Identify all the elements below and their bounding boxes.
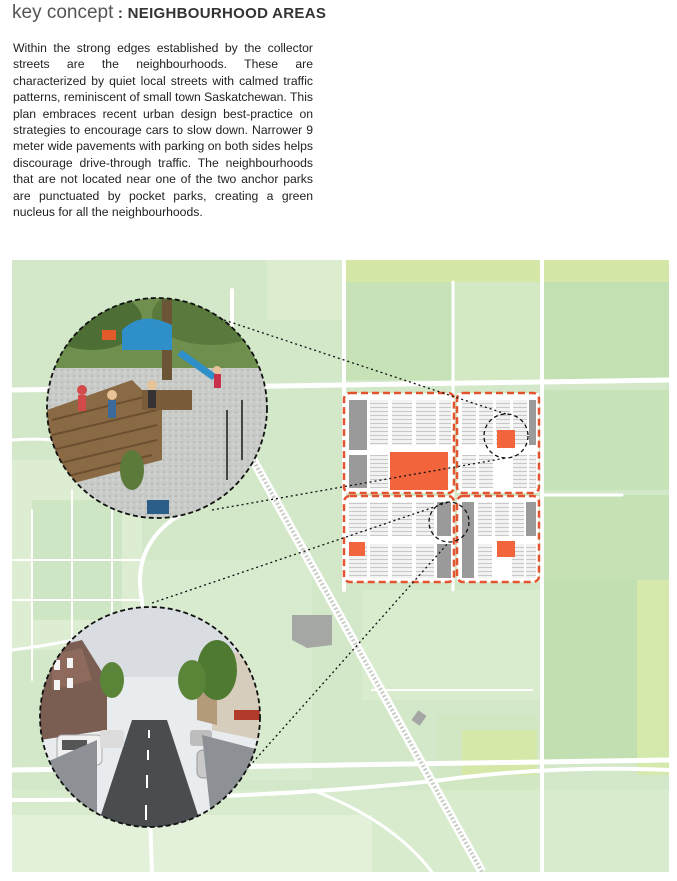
neighbourhood-map bbox=[12, 260, 669, 872]
field-yellow-south bbox=[462, 730, 537, 775]
field-yellow-top bbox=[344, 260, 669, 282]
field-east-2 bbox=[544, 495, 669, 580]
field-south-light bbox=[12, 815, 372, 872]
pocket-park-ne bbox=[497, 430, 515, 448]
field-north-2 bbox=[454, 282, 544, 380]
field-east-1 bbox=[544, 390, 669, 490]
building-gray bbox=[292, 615, 332, 648]
field-north-3 bbox=[544, 282, 669, 380]
quadrant-se bbox=[457, 496, 539, 582]
street-photo bbox=[40, 607, 260, 827]
field-northwest bbox=[267, 260, 342, 320]
title-main: NEIGHBOURHOOD AREAS bbox=[127, 5, 327, 22]
field-yellow-east bbox=[637, 580, 669, 775]
pocket-park-nw bbox=[390, 452, 448, 490]
pocket-park-se bbox=[497, 541, 515, 557]
title-prefix: key concept bbox=[12, 2, 114, 23]
neighbourhood-quadrants bbox=[344, 393, 539, 582]
field-south-mid bbox=[362, 590, 540, 700]
description-paragraph: Within the strong edges established by the collector streets are the neighbourhoods. These are characterized by quiet local streets with calmed traffic patterns, reminiscent of small town Saskatchewan. This plan embraces recent urban design best-practice on strategies to encourage cars to slow down. Narrower 9 meter wide pavements with parking on both sides helps discourage drive-through traffic. The neighbourhoods that are not located near one of the two anchor parks are punctuated by pocket parks, creating a green nucleus for all the neighbourhoods. bbox=[13, 41, 313, 220]
quadrant-nw bbox=[344, 393, 454, 493]
field-north-1 bbox=[344, 282, 454, 380]
title-separator: : bbox=[113, 5, 128, 22]
page-title bbox=[12, 2, 326, 24]
pocket-park-sw bbox=[349, 542, 365, 556]
